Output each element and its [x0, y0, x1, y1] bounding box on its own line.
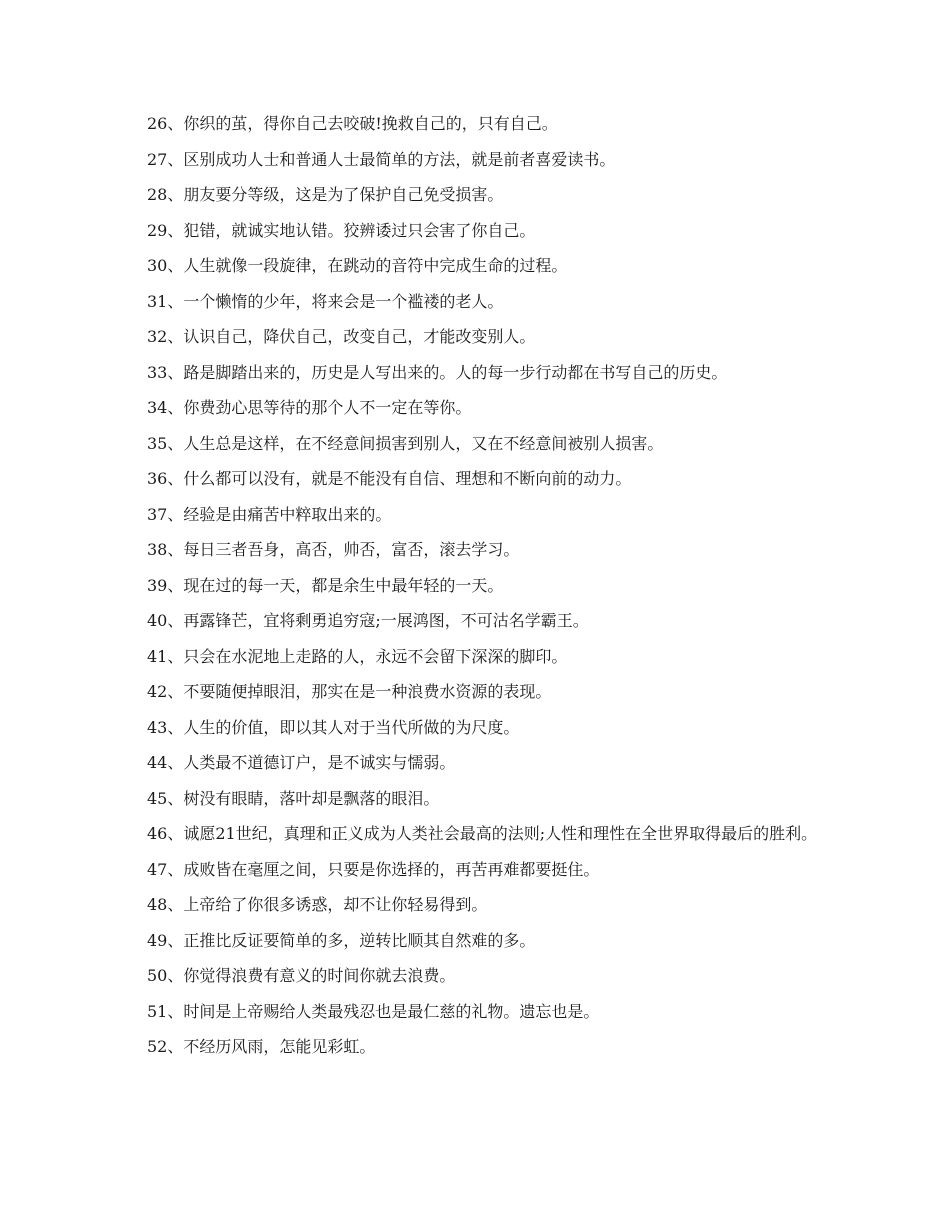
quote-line-39: 39、现在过的每一天，都是余生中最年轻的一天。 [147, 575, 504, 595]
quote-line-26: 26、你织的茧，得你自己去咬破!挽救自己的，只有自己。 [147, 114, 558, 133]
quote-line-33: 33、路是脚踏出来的，历史是人写出来的。人的每一步行动都在书写自己的历史。 [147, 362, 728, 382]
quote-line-52: 52、不经历风雨，怎能见彩虹。 [147, 1037, 376, 1056]
quote-line-37: 37、经验是由痛苦中粹取出来的。 [147, 504, 392, 524]
quote-line-36: 36、什么都可以没有，就是不能没有自信、理想和不断向前的动力。 [147, 469, 632, 488]
quote-line-40: 40、再露锋芒，宜将剩勇追穷寇;一展鸿图，不可沽名学霸王。 [147, 611, 589, 630]
quote-line-35: 35、人生总是这样，在不经意间损害到别人，又在不经意间被别人损害。 [147, 433, 664, 453]
quote-line-32: 32、认识自己，降伏自己，改变自己，才能改变别人。 [147, 327, 536, 346]
quote-line-34: 34、你费劲心思等待的那个人不一定在等你。 [147, 398, 472, 417]
quote-line-41: 41、只会在水泥地上走路的人，永远不会留下深深的脚印。 [147, 646, 568, 666]
quote-line-45: 45、树没有眼睛，落叶却是飘落的眼泪。 [147, 788, 440, 808]
quote-line-46: 46、诚愿21世纪，真理和正义成为人类社会最高的法则;人性和理性在全世界取得最后的胜利。 [147, 824, 818, 843]
quote-line-42: 42、不要随便掉眼泪，那实在是一种浪费水资源的表现。 [147, 682, 552, 701]
quote-line-30: 30、人生就像一段旋律，在跳动的音符中完成生命的过程。 [147, 256, 568, 275]
quote-line-38: 38、每日三者吾身，高否，帅否，富否，滚去学习。 [147, 540, 520, 559]
quote-line-48: 48、上帝给了你很多诱惑，却不让你轻易得到。 [147, 895, 488, 914]
quote-line-29: 29、犯错，就诚实地认错。狡辨诿过只会害了你自己。 [147, 220, 536, 240]
quote-line-31: 31、一个懒惰的少年，将来会是一个褴褛的老人。 [147, 291, 504, 311]
quote-line-47: 47、成败皆在毫厘之间，只要是你选择的，再苦再难都要挺住。 [147, 859, 600, 879]
quote-line-28: 28、朋友要分等级，这是为了保护自己免受损害。 [147, 185, 504, 204]
quote-line-51: 51、时间是上帝赐给人类最残忍也是最仁慈的礼物。遗忘也是。 [147, 1001, 600, 1021]
quote-line-50: 50、你觉得浪费有意义的时间你就去浪费。 [147, 966, 456, 985]
quote-line-43: 43、人生的价值，即以其人对于当代所做的为尺度。 [147, 717, 520, 737]
quote-line-27: 27、区别成功人士和普通人士最简单的方法，就是前者喜爱读书。 [147, 149, 616, 169]
quote-line-49: 49、正推比反证要简单的多，逆转比顺其自然难的多。 [147, 930, 536, 950]
document-page [113, 112, 839, 1071]
quote-line-44: 44、人类最不道德订户，是不诚实与懦弱。 [147, 753, 456, 772]
